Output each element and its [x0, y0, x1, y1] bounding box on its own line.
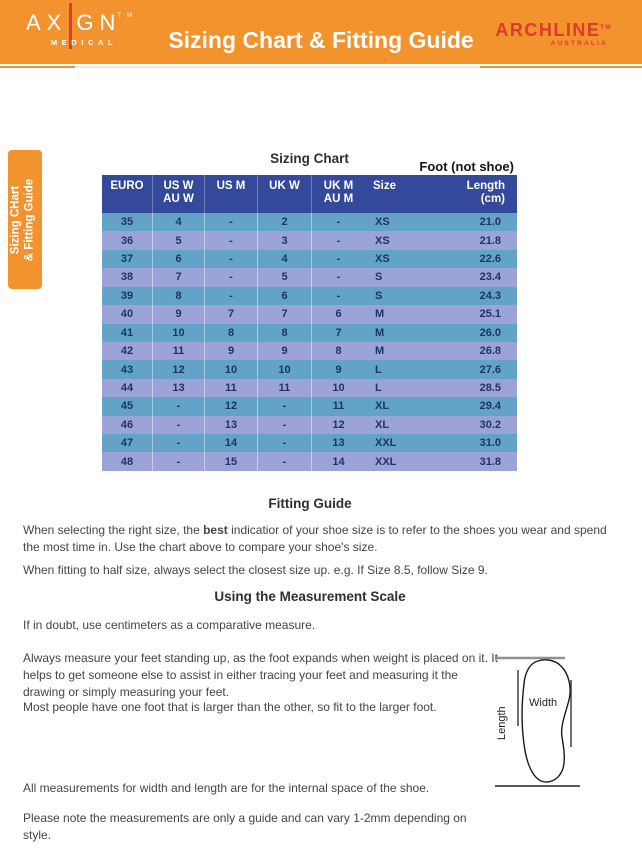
table-cell: 37 [102, 250, 153, 268]
table-cell: 13 [332, 437, 345, 450]
table-cell: 39 [102, 287, 153, 305]
table-cell: 30.2 [479, 418, 501, 431]
table-cell: 12 [205, 397, 258, 415]
table-row [102, 213, 517, 231]
table-cell: 43 [102, 360, 153, 378]
table-row [102, 287, 517, 305]
table-cell: 6 [335, 308, 342, 321]
sizing-table [102, 175, 517, 471]
table-cell: 31.8 [479, 455, 501, 468]
table-cell: 14 [205, 434, 258, 452]
table-cell: 7 [335, 326, 342, 339]
table-cell: L [375, 363, 382, 376]
table-row [102, 250, 517, 268]
table-cell: 13 [153, 379, 205, 397]
table-cell: M [375, 308, 385, 321]
table-cell: XS [375, 253, 390, 266]
column-header-size: Size [373, 180, 397, 192]
column-header-length: Length (cm) [466, 180, 505, 205]
table-cell: 27.6 [479, 363, 501, 376]
table-cell: - [258, 416, 312, 434]
table-row [102, 360, 517, 378]
table-cell: 23.4 [479, 271, 501, 284]
table-cell: 12 [153, 360, 205, 378]
table-cell: 41 [102, 324, 153, 342]
table-cell: 44 [102, 379, 153, 397]
table-cell: 8 [258, 324, 312, 342]
table-cell: - [258, 397, 312, 415]
table-cell: - [205, 268, 258, 286]
table-cell: - [153, 416, 205, 434]
axign-medical-logo [26, 11, 138, 47]
table-header-row [102, 175, 517, 213]
table-body [102, 213, 517, 471]
table-cell: XS [375, 234, 390, 247]
table-cell: - [153, 397, 205, 415]
table-cell: XL [375, 400, 390, 413]
table-cell: M [375, 326, 385, 339]
table-row [102, 452, 517, 470]
table-cell: S [375, 289, 383, 302]
table-cell: 12 [332, 418, 345, 431]
axign-text-left: AX [26, 10, 68, 35]
table-row [102, 397, 517, 415]
side-tab-label [8, 150, 42, 289]
axign-wordmark [26, 11, 138, 35]
table-cell: 9 [258, 342, 312, 360]
table-row [102, 342, 517, 360]
table-cell: 21.8 [479, 234, 501, 247]
measurement-paragraph-1: If in doubt, use centimeters as a comparative measure. [23, 618, 316, 632]
table-cell: 28.5 [479, 382, 501, 394]
table-cell: 29.4 [479, 400, 501, 413]
measurement-paragraph-2: Always measure your feet standing up, as the foot expands when weight is placed on it. It helps to get someone else to assist in either tracing your feet and measuring it the drawing or simply measuring your feet. [23, 651, 498, 699]
archline-logo [495, 19, 612, 47]
table-cell: 42 [102, 342, 153, 360]
bold-best: best [203, 523, 228, 537]
table-cell: - [258, 452, 312, 470]
archline-text: ARCHLINE [495, 20, 601, 40]
table-row [102, 305, 517, 323]
table-cell: 7 [258, 305, 312, 323]
table-cell: - [336, 234, 341, 247]
table-cell: 36 [102, 231, 153, 249]
archline-trademark: TM [600, 25, 612, 31]
column-header-us-w: US W AU W [153, 175, 205, 213]
foot-measurement-diagram [492, 650, 640, 790]
table-row [102, 231, 517, 249]
table-cell: L [375, 382, 382, 394]
side-tab-line1: Sizing CHart [9, 185, 21, 254]
table-cell: 26.0 [479, 326, 501, 339]
table-cell: 10 [205, 360, 258, 378]
table-cell: 4 [258, 250, 312, 268]
table-cell: 5 [153, 231, 205, 249]
table-cell: - [258, 434, 312, 452]
length-label: Length [496, 706, 508, 740]
table-cell: 22.6 [479, 253, 501, 266]
axign-text-right: GN [76, 10, 122, 35]
table-cell: 11 [258, 379, 312, 397]
table-cell: 6 [258, 287, 312, 305]
table-cell: - [205, 250, 258, 268]
table-cell: - [153, 434, 205, 452]
archline-australia-label: AUSTRALIA [550, 40, 608, 47]
table-cell: 38 [102, 268, 153, 286]
table-cell: XXL [375, 437, 397, 450]
page-title: Sizing Chart & Fitting Guide [168, 27, 474, 53]
table-cell: 31.0 [479, 437, 501, 450]
header-divider-line [0, 66, 642, 68]
table-cell: 8 [335, 345, 342, 358]
table-cell: XS [375, 216, 390, 229]
table-cell: 10 [153, 324, 205, 342]
table-cell: 26.8 [479, 345, 501, 358]
table-cell: 9 [205, 342, 258, 360]
table-cell: 4 [153, 213, 205, 231]
table-cell: M [375, 345, 385, 358]
table-row [102, 324, 517, 342]
table-cell: 3 [258, 231, 312, 249]
table-cell: - [336, 289, 341, 302]
column-header-us-m: US M [205, 175, 258, 213]
table-cell: 11 [205, 379, 258, 397]
table-cell: 9 [335, 363, 342, 376]
table-cell: 25.1 [479, 308, 501, 321]
table-cell: 8 [153, 287, 205, 305]
table-cell: 48 [102, 452, 153, 470]
axign-medical-label: MEDICAL [50, 38, 118, 47]
table-cell: 2 [258, 213, 312, 231]
table-cell: 11 [332, 400, 345, 413]
table-cell: S [375, 271, 383, 284]
table-cell: - [205, 213, 258, 231]
column-header-euro: EURO [102, 175, 153, 213]
table-cell: 14 [332, 455, 345, 468]
foot-not-shoe-label: Foot (not shoe) [419, 159, 514, 174]
table-cell: 7 [153, 268, 205, 286]
column-header-uk-w: UK W [258, 175, 312, 213]
table-cell: 8 [205, 324, 258, 342]
fitting-guide-paragraph-2: When fitting to half size, always select the closest size up. e.g. If Size 8.5, follow Size 9. [23, 563, 488, 577]
table-cell: XXL [375, 455, 397, 468]
table-cell: 21.0 [479, 216, 501, 229]
table-cell: 9 [153, 305, 205, 323]
table-row [102, 268, 517, 286]
table-cell: - [205, 287, 258, 305]
table-cell: 24.3 [479, 289, 501, 302]
table-cell: - [336, 271, 341, 284]
table-cell: 35 [102, 213, 153, 231]
header-bar [0, 0, 642, 64]
table-row [102, 379, 517, 397]
measurement-paragraph-5: Please note the measurements are only a guide and can vary 1-2mm depending on style. [23, 811, 467, 842]
side-tab [8, 150, 42, 289]
table-row [102, 434, 517, 452]
sizing-chart-title: Sizing Chart [270, 151, 349, 166]
fitting-guide-paragraph-1: When selecting the right size, the best indicatior of your shoe size is to refer to the shoes you wear and spend the most time in. Use the chart above to compare your shoe's size. [23, 523, 607, 554]
width-label: Width [529, 697, 558, 709]
column-header-uk-m: UK M AU M [323, 180, 354, 205]
foot-outline [522, 660, 570, 782]
table-cell: - [153, 452, 205, 470]
table-cell: - [205, 231, 258, 249]
table-cell: 5 [258, 268, 312, 286]
table-cell: 46 [102, 416, 153, 434]
table-cell: 6 [153, 250, 205, 268]
table-cell: 10 [258, 360, 312, 378]
side-tab-line2: & Fitting Guide [23, 178, 35, 261]
fitting-guide-title: Fitting Guide [268, 496, 352, 511]
table-cell: - [336, 216, 341, 229]
measurement-paragraph-3: Most people have one foot that is larger than the other, so fit to the larger foot. [23, 700, 437, 714]
table-cell: - [336, 253, 341, 266]
table-cell: 15 [205, 452, 258, 470]
measurement-paragraph-4: All measurements for width and length are for the internal space of the shoe. [23, 781, 430, 795]
table-cell: 10 [332, 382, 345, 394]
axign-trademark: TM [117, 13, 139, 19]
table-cell: 47 [102, 434, 153, 452]
table-cell: 40 [102, 305, 153, 323]
table-row [102, 416, 517, 434]
table-cell: 11 [153, 342, 205, 360]
measurement-scale-title: Using the Measurement Scale [214, 589, 406, 604]
table-cell: 7 [205, 305, 258, 323]
table-cell: 45 [102, 397, 153, 415]
table-cell: 13 [205, 416, 258, 434]
table-cell: XL [375, 418, 390, 431]
archline-wordmark [495, 19, 612, 39]
